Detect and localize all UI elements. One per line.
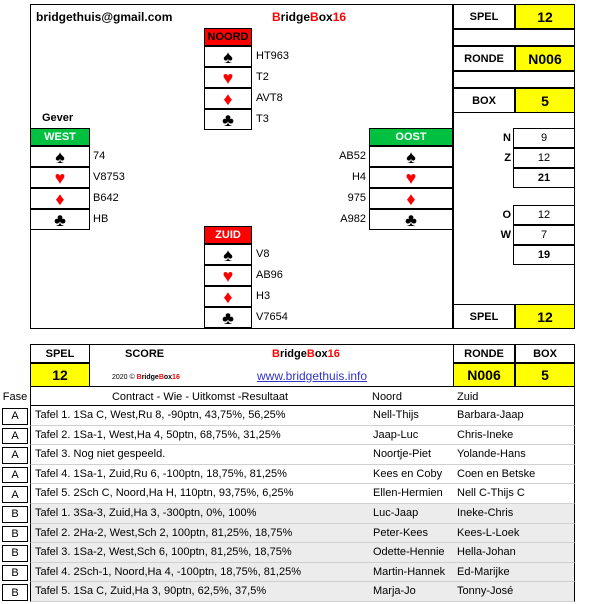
zuid-cell: Nell C-Thijs C: [457, 487, 525, 500]
contract-cell: Tafel 2. 2Ha-2, West,Sch 2, 100ptn, 81,25%, 18,75%: [35, 526, 293, 539]
north-diamonds: AVT8: [256, 92, 283, 104]
row-body: [30, 445, 575, 465]
east-spades: AB52: [339, 150, 366, 162]
contract-cell: Tafel 5. 1Sa C, Zuid,Ha 3, 90ptn, 62,5%, 37,5%: [35, 585, 267, 598]
south-label: ZUID: [204, 226, 252, 244]
ronde-value: N006: [515, 46, 575, 71]
score-box-value: 5: [515, 363, 575, 387]
score-bridgebox-logo: BridgeBox16: [272, 348, 340, 360]
noord-cell: Noortje-Piet: [373, 448, 432, 461]
fase-cell: A: [2, 428, 28, 445]
contract-cell: Tafel 4. 2Sch-1, Noord,Ha 4, -100ptn, 18,75%, 81,25%: [35, 565, 301, 578]
table-row: [0, 504, 575, 524]
table-row: [0, 484, 575, 504]
table-row: [0, 465, 575, 485]
east-hearts: H4: [351, 171, 366, 183]
club-icon: ♣: [369, 209, 453, 230]
diamond-icon: ♦: [204, 286, 252, 307]
noord-cell: Peter-Kees: [373, 526, 429, 539]
w-label: W: [500, 229, 511, 241]
contract-cell: Tafel 3. 1Sa-2, West,Sch 6, 100ptn, 81,25%, 18,75%: [35, 546, 292, 559]
box-value: 5: [515, 88, 575, 113]
noord-cell: Ellen-Hermien: [373, 487, 443, 500]
row-body: [30, 465, 575, 485]
north-clubs: T3: [256, 113, 269, 125]
score-spel-label: SPEL: [30, 344, 90, 363]
row-body: [30, 524, 575, 544]
col-fase: Fase: [2, 390, 28, 403]
spel2-value: 12: [515, 304, 575, 329]
table-row: [0, 406, 575, 426]
n-value: 9: [513, 128, 575, 148]
contract-cell: Tafel 4. 1Sa-1, Zuid,Ru 6, -100ptn, 18,75%, 81,25%: [35, 467, 287, 480]
contract-cell: Tafel 3. Nog niet gespeeld.: [35, 448, 166, 461]
noord-cell: Jaap-Luc: [373, 428, 419, 441]
south-hearts: AB96: [256, 269, 283, 281]
copyright-note: 2020 © BridgeBox16: [112, 374, 180, 381]
fase-cell: B: [2, 584, 28, 601]
spade-icon: ♠: [369, 146, 453, 167]
spade-icon: ♠: [204, 46, 252, 67]
heart-icon: ♥: [30, 167, 90, 188]
fase-cell: B: [2, 565, 28, 582]
diamond-icon: ♦: [204, 88, 252, 109]
west-hearts: V8753: [93, 171, 125, 183]
zuid-cell: Ineke-Chris: [457, 507, 514, 519]
noord-cell: Odette-Hennie: [373, 546, 445, 559]
row-body: [30, 504, 575, 524]
heart-icon: ♥: [369, 167, 453, 188]
score-ronde-label: RONDE: [453, 344, 515, 363]
zuid-cell: Kees-L-Loek: [457, 526, 520, 539]
score-spel-value: 12: [30, 363, 90, 387]
north-hearts: T2: [256, 71, 269, 83]
zuid-cell: Tonny-José: [457, 585, 514, 598]
contract-cell: Tafel 5. 2Sch C, Noord,Ha H, 110ptn, 93,75%, 6,25%: [35, 487, 294, 500]
fase-cell: A: [2, 408, 28, 425]
fase-cell: A: [2, 447, 28, 464]
col-contract: Contract - Wie - Uitkomst -Resultaat: [111, 390, 289, 403]
website-link[interactable]: www.bridgethuis.info: [257, 369, 368, 383]
row-body: [30, 426, 575, 446]
z-label: Z: [504, 152, 511, 164]
fase-cell: A: [2, 467, 28, 484]
noord-cell: Luc-Jaap: [373, 507, 419, 519]
w-value: 7: [513, 225, 575, 245]
n-label: N: [503, 132, 511, 144]
contract-cell: Tafel 1. 3Sa-3, Zuid,Ha 3, -300ptn, 0%, 100%: [35, 507, 257, 519]
diamond-icon: ♦: [369, 188, 453, 209]
table-row: [0, 524, 575, 544]
heart-icon: ♥: [204, 67, 252, 88]
box-label: BOX: [453, 88, 515, 113]
noord-cell: Marja-Jo: [373, 585, 416, 598]
dealer-label: Gever: [42, 112, 74, 124]
spade-icon: ♠: [30, 146, 90, 167]
north-spades: HT963: [256, 50, 290, 62]
nz-total: 21: [513, 168, 575, 188]
contract-cell: Tafel 1. 1Sa C, West,Ru 8, -90ptn, 43,75%, 56,25%: [35, 409, 286, 421]
col-noord: Noord: [372, 390, 402, 403]
west-spades: 74: [93, 150, 106, 162]
z-value: 12: [513, 148, 575, 168]
contract-cell: Tafel 2. 1Sa-1, West,Ha 4, 50ptn, 68,75%, 31,25%: [35, 428, 281, 441]
score-box-label: BOX: [515, 344, 575, 363]
table-row: [0, 543, 575, 563]
bridgebox-logo: BridgeBox16: [272, 10, 347, 24]
fase-cell: A: [2, 486, 28, 503]
club-icon: ♣: [30, 209, 90, 230]
south-diamonds: H3: [256, 290, 271, 302]
info-divider: [453, 71, 575, 88]
diamond-icon: ♦: [30, 188, 90, 209]
east-label: OOST: [369, 128, 453, 146]
spel2-label: SPEL: [453, 304, 515, 329]
o-label: O: [502, 209, 511, 221]
row-body: [30, 543, 575, 563]
table-row: [0, 445, 575, 465]
fase-cell: B: [2, 506, 28, 523]
spade-icon: ♠: [204, 244, 252, 265]
table-row: [0, 582, 575, 602]
west-label: WEST: [30, 128, 90, 146]
spel-value: 12: [515, 4, 575, 29]
heart-icon: ♥: [204, 265, 252, 286]
row-body: [30, 582, 575, 602]
row-body: [30, 563, 575, 583]
zuid-cell: Hella-Johan: [457, 546, 516, 559]
west-diamonds: B642: [93, 192, 119, 204]
table-row: [0, 426, 575, 446]
spel-label: SPEL: [453, 4, 515, 29]
fase-cell: B: [2, 545, 28, 562]
south-spades: V8: [256, 248, 270, 260]
zuid-cell: Yolande-Hans: [457, 448, 526, 461]
row-body: [30, 406, 575, 426]
score-ronde-value: N006: [453, 363, 515, 387]
ow-total: 19: [513, 245, 575, 265]
zuid-cell: Chris-Ineke: [457, 428, 514, 441]
ronde-label: RONDE: [453, 46, 515, 71]
zuid-cell: Ed-Marijke: [457, 565, 510, 578]
email-label: bridgethuis@gmail.com: [36, 10, 173, 24]
south-clubs: V7654: [256, 311, 288, 323]
north-label: NOORD: [204, 28, 252, 46]
noord-cell: Kees en Coby: [373, 467, 443, 480]
club-icon: ♣: [204, 109, 252, 130]
fase-cell: B: [2, 526, 28, 543]
row-body: [30, 484, 575, 504]
col-zuid: Zuid: [457, 390, 479, 403]
table-header-border: [30, 387, 575, 406]
east-clubs: A982: [340, 213, 366, 225]
club-icon: ♣: [204, 307, 252, 328]
info-divider: [453, 29, 575, 46]
zuid-cell: Coen en Betske: [457, 467, 536, 480]
noord-cell: Martin-Hannek: [373, 565, 446, 578]
zuid-cell: Barbara-Jaap: [457, 409, 524, 421]
noord-cell: Nell-Thijs: [373, 409, 419, 421]
o-value: 12: [513, 205, 575, 225]
score-score-label: SCORE: [125, 347, 165, 360]
table-row: [0, 563, 575, 583]
west-clubs: HB: [93, 213, 109, 225]
east-diamonds: 975: [347, 192, 366, 204]
